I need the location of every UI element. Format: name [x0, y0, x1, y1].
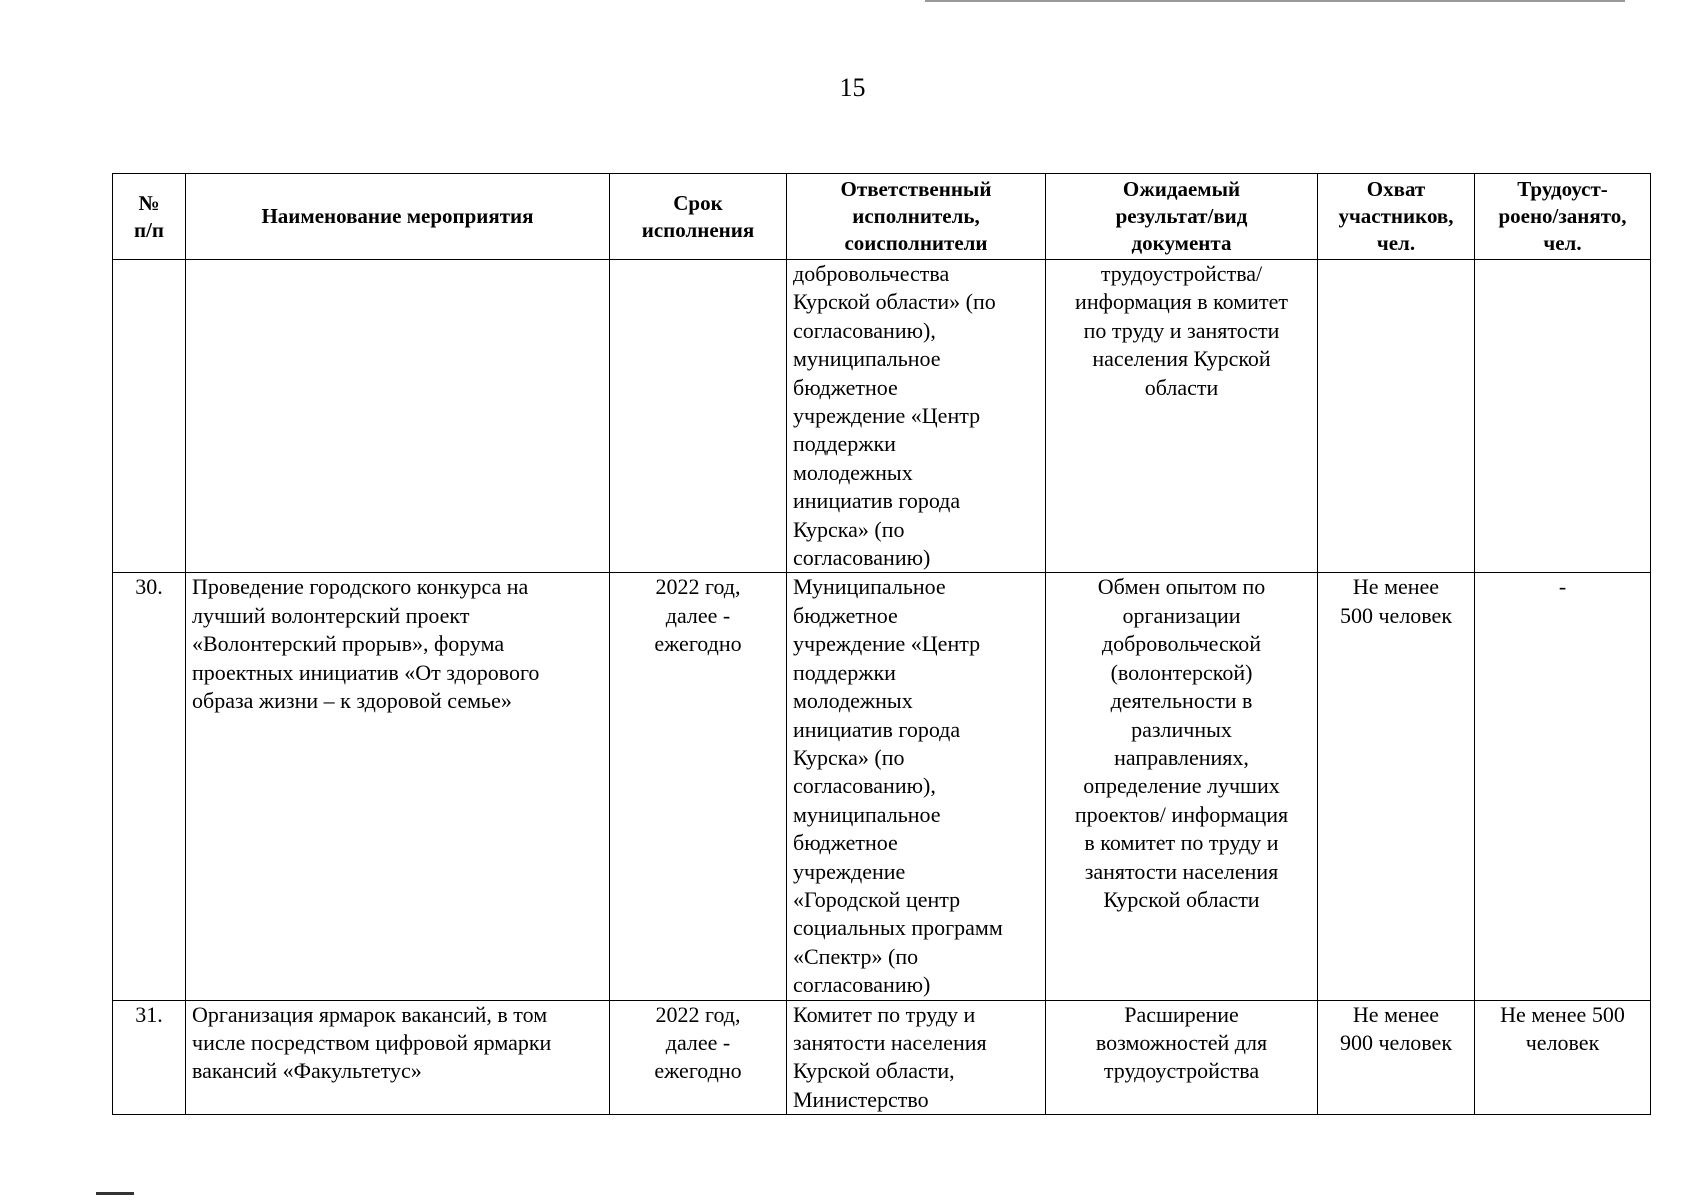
- cell-executor: добровольчества Курской области» (по согласованию), муниципальное бюджетное учреждение «Центр поддержки молодежных инициатив города Курска» (по согласованию): [787, 260, 1046, 573]
- table-header-row: [113, 174, 1651, 260]
- cell-employed: -: [1475, 573, 1651, 1000]
- cell-expected-result: трудоустройства/ информация в комитет по труду и занятости населения Курской области: [1046, 260, 1318, 573]
- cell-executor: Комитет по труду и занятости населения Курской области, Министерство: [787, 1000, 1046, 1115]
- table-row: [113, 573, 1651, 1000]
- cell-deadline: 2022 год, далее - ежегодно: [610, 573, 787, 1000]
- header-number: № п/п: [113, 174, 186, 260]
- cell-number: [113, 260, 186, 573]
- cell-coverage: Не менее 500 человек: [1318, 573, 1475, 1000]
- scan-edge-line: [925, 0, 1625, 2]
- cell-expected-result: Обмен опытом по организации добровольческой (волонтерской) деятельности в различных направлениях, определение лучших проектов/ информация в комитет по труду и занятости населения Курской области: [1046, 573, 1318, 1000]
- header-expected-result: Ожидаемый результат/вид документа: [1046, 174, 1318, 260]
- cell-number: 31.: [113, 1000, 186, 1115]
- header-executor: Ответственный исполнитель, соисполнители: [787, 174, 1046, 260]
- cell-executor: Муниципальное бюджетное учреждение «Центр поддержки молодежных инициатив города Курска» (по согласованию), муниципальное бюджетное учреждение «Городской центр социальных программ «Спектр» (по согласованию): [787, 573, 1046, 1000]
- cell-event-name: Организация ярмарок вакансий, в том числе посредством цифровой ярмарки вакансий «Факультетус»: [186, 1000, 610, 1115]
- cell-deadline: 2022 год, далее - ежегодно: [610, 1000, 787, 1115]
- header-coverage: Охват участников, чел.: [1318, 174, 1475, 260]
- header-employed: Трудоуст- роено/занято, чел.: [1475, 174, 1651, 260]
- cell-coverage: [1318, 260, 1475, 573]
- header-event-name: Наименование мероприятия: [186, 174, 610, 260]
- cell-number: 30.: [113, 573, 186, 1000]
- table-row: [113, 1000, 1651, 1115]
- cell-employed: Не менее 500 человек: [1475, 1000, 1651, 1115]
- cell-event-name: Проведение городского конкурса на лучший волонтерский проект «Волонтерский прорыв», форума проектных инициатив «От здорового образа жизни – к здоровой семье»: [186, 573, 610, 1000]
- events-table: [112, 173, 1651, 1115]
- cell-coverage: Не менее 900 человек: [1318, 1000, 1475, 1115]
- cell-employed: [1475, 260, 1651, 573]
- cell-expected-result: Расширение возможностей для трудоустройства: [1046, 1000, 1318, 1115]
- header-deadline: Срок исполнения: [610, 174, 787, 260]
- table-row: [113, 260, 1651, 573]
- page-number: 15: [839, 73, 866, 102]
- cell-deadline: [610, 260, 787, 573]
- scan-edge-mark: [96, 1192, 134, 1195]
- cell-event-name: [186, 260, 610, 573]
